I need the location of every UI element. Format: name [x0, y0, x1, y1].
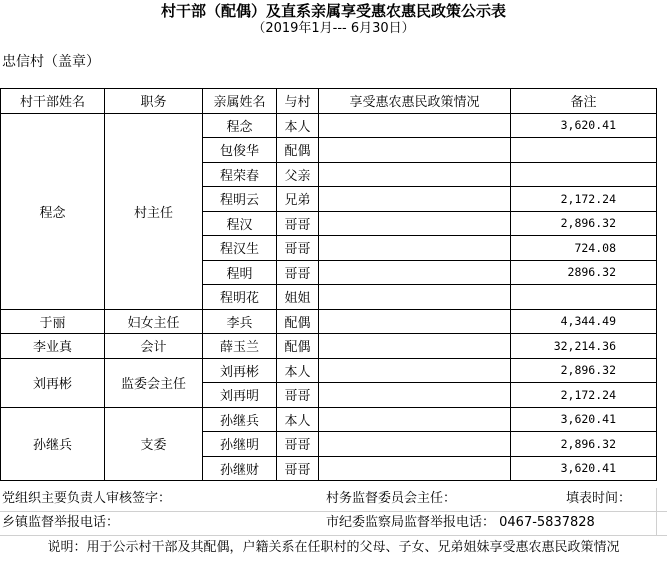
- note-cell: 724.08: [511, 236, 657, 261]
- relation-cell: 本人: [277, 113, 319, 138]
- policy-cell: [319, 334, 511, 359]
- relation-cell: 哥哥: [277, 260, 319, 285]
- relation-cell: 姐姐: [277, 285, 319, 310]
- note-cell: 2,896.32: [511, 211, 657, 236]
- date-range: （2019年1月--- 6月30日）: [252, 21, 415, 36]
- table-row: [1, 407, 657, 432]
- relation-cell: 本人: [277, 358, 319, 383]
- note-cell: [511, 162, 657, 187]
- relative-name-cell: 薛玉兰: [203, 334, 277, 359]
- note-cell: 2,896.32: [511, 358, 657, 383]
- note-cell: 2,172.24: [511, 187, 657, 212]
- relative-name-cell: 刘再明: [203, 383, 277, 408]
- note-cell: 3,620.41: [511, 407, 657, 432]
- relative-name-cell: 李兵: [203, 309, 277, 334]
- policy-cell: [319, 113, 511, 138]
- policy-cell: [319, 162, 511, 187]
- col-header-cadre: 村干部姓名: [1, 89, 105, 114]
- table-row: [1, 358, 657, 383]
- relation-cell: 配偶: [277, 334, 319, 359]
- position-cell: 支委: [105, 407, 203, 481]
- relation-cell: 哥哥: [277, 456, 319, 481]
- relation-cell: 配偶: [277, 309, 319, 334]
- cadre-name-cell: 刘再彬: [1, 358, 105, 407]
- position-cell: 村主任: [105, 113, 203, 309]
- note-cell: 4,344.49: [511, 309, 657, 334]
- policy-cell: [319, 187, 511, 212]
- table-row: [1, 113, 657, 138]
- note-cell: [511, 138, 657, 163]
- policy-cell: [319, 211, 511, 236]
- policy-cell: [319, 407, 511, 432]
- divider: [0, 511, 667, 512]
- relative-name-cell: 程汉: [203, 211, 277, 236]
- relation-cell: 本人: [277, 407, 319, 432]
- town-hotline-label: 乡镇监督举报电话：: [2, 515, 120, 530]
- note-cell: [511, 285, 657, 310]
- page-title: 村干部（配偶）及直系亲属享受惠农惠民政策公示表: [160, 2, 506, 20]
- divider: [656, 488, 657, 536]
- relative-name-cell: 程荣春: [203, 162, 277, 187]
- relative-name-cell: 程汉生: [203, 236, 277, 261]
- relative-name-cell: 刘再彬: [203, 358, 277, 383]
- col-header-relation: 与村: [277, 89, 319, 114]
- policy-cell: [319, 309, 511, 334]
- cadre-name-cell: 程念: [1, 113, 105, 309]
- publicity-table: [0, 88, 657, 481]
- policy-cell: [319, 138, 511, 163]
- cadre-name-cell: 孙继兵: [1, 407, 105, 481]
- relation-cell: 父亲: [277, 162, 319, 187]
- table-body: [1, 113, 657, 481]
- policy-cell: [319, 358, 511, 383]
- relation-cell: 哥哥: [277, 211, 319, 236]
- note-cell: 2,896.32: [511, 432, 657, 457]
- note-cell: 2896.32: [511, 260, 657, 285]
- note-cell: 32,214.36: [511, 334, 657, 359]
- city-hotline-label: 市纪委监察局监督举报电话： 0467-5837828: [326, 515, 595, 530]
- divider: [0, 535, 667, 536]
- relation-cell: 兄弟: [277, 187, 319, 212]
- unit-label: 忠信村（盖章）: [2, 54, 100, 70]
- policy-cell: [319, 383, 511, 408]
- relative-name-cell: 孙继明: [203, 432, 277, 457]
- note-cell: 2,172.24: [511, 383, 657, 408]
- position-cell: 会计: [105, 334, 203, 359]
- cadre-name-cell: 于丽: [1, 309, 105, 334]
- relation-cell: 哥哥: [277, 236, 319, 261]
- policy-cell: [319, 456, 511, 481]
- relative-name-cell: 孙继财: [203, 456, 277, 481]
- table-row: [1, 334, 657, 359]
- col-header-policy: 享受惠农惠民政策情况: [319, 89, 511, 114]
- relative-name-cell: 包俊华: [203, 138, 277, 163]
- table-row: [1, 309, 657, 334]
- note-cell: 3,620.41: [511, 113, 657, 138]
- policy-cell: [319, 260, 511, 285]
- relative-name-cell: 程明花: [203, 285, 277, 310]
- fill-time-label: 填表时间：: [566, 491, 632, 506]
- committee-head-label: 村务监督委员会主任：: [326, 491, 457, 506]
- position-cell: 妇女主任: [105, 309, 203, 334]
- header-row: [1, 89, 657, 114]
- party-sign-label: 党组织主要负责人审核签字：: [2, 491, 172, 506]
- relation-cell: 配偶: [277, 138, 319, 163]
- relative-name-cell: 程明云: [203, 187, 277, 212]
- relation-cell: 哥哥: [277, 432, 319, 457]
- cadre-name-cell: 李业真: [1, 334, 105, 359]
- relative-name-cell: 孙继兵: [203, 407, 277, 432]
- relation-cell: 哥哥: [277, 383, 319, 408]
- note-cell: 3,620.41: [511, 456, 657, 481]
- explanation-note: 说明：用于公示村干部及其配偶，户籍关系在任职村的父母、子女、兄弟姐妹享受惠农惠民政策情况: [47, 540, 620, 555]
- col-header-position: 职务: [105, 89, 203, 114]
- position-cell: 监委会主任: [105, 358, 203, 407]
- relative-name-cell: 程念: [203, 113, 277, 138]
- col-header-relative: 亲属姓名: [203, 89, 277, 114]
- policy-cell: [319, 285, 511, 310]
- policy-cell: [319, 236, 511, 261]
- relative-name-cell: 程明: [203, 260, 277, 285]
- policy-cell: [319, 432, 511, 457]
- col-header-note: 备注: [511, 89, 657, 114]
